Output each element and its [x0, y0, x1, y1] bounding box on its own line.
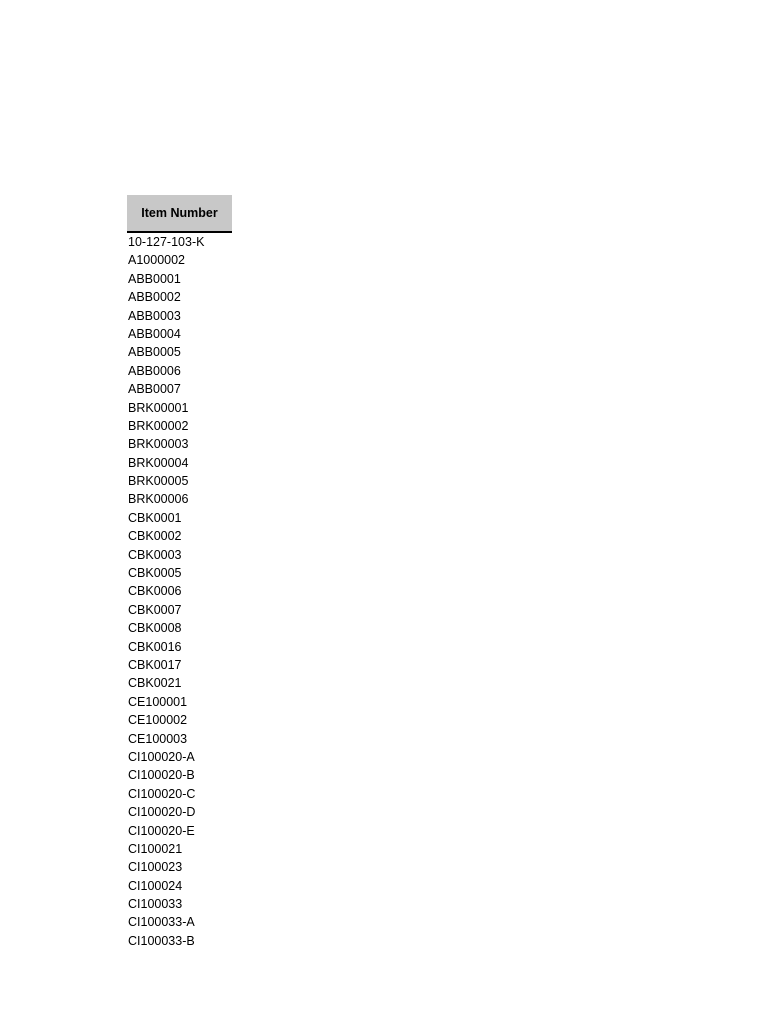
table-row: CBK0021: [128, 676, 182, 691]
table-row: ABB0003: [128, 308, 181, 323]
table-row: CBK0002: [128, 529, 182, 544]
table-row: BRK00006: [128, 492, 189, 507]
column-header-item-number: Item Number: [127, 195, 232, 233]
table-row: CBK0001: [128, 510, 182, 525]
table-row: BRK00005: [128, 474, 189, 489]
table-row: ABB0007: [128, 382, 181, 397]
table-row: CBK0017: [128, 657, 182, 672]
table-row: BRK00002: [128, 418, 189, 433]
table-row: ABB0002: [128, 290, 181, 305]
table-row: CBK0016: [128, 639, 182, 654]
table-row: CI100020-D: [128, 805, 196, 820]
table-row: CI100020-A: [128, 749, 195, 764]
item-number-list: [127, 233, 232, 950]
table-row: A1000002: [128, 253, 186, 268]
table-row: BRK00004: [128, 455, 189, 470]
table-row: BRK00001: [128, 400, 189, 415]
table-row: CI100033-B: [128, 933, 195, 948]
item-number-table: [127, 195, 232, 950]
table-row: CBK0005: [128, 566, 182, 581]
table-row: ABB0005: [128, 345, 181, 360]
table-row: CI100021: [128, 841, 183, 856]
table-row: CI100033: [128, 897, 183, 912]
table-row: CI100020-B: [128, 768, 195, 783]
table-row: CI100033-A: [128, 915, 195, 930]
table-row: BRK00003: [128, 437, 189, 452]
table-row: CBK0003: [128, 547, 182, 562]
table-row: CI100020-C: [128, 786, 196, 801]
table-row: ABB0001: [128, 271, 181, 286]
table-row: CBK0008: [128, 621, 182, 636]
table-row: CE100003: [128, 731, 188, 746]
table-row: CI100023: [128, 860, 183, 875]
table-row: CE100002: [128, 713, 188, 728]
table-row: CI100020-E: [128, 823, 195, 838]
table-row: CBK0007: [128, 602, 182, 617]
table-row: 10-127-103-K: [128, 235, 205, 249]
table-row: CE100001: [128, 694, 188, 709]
table-row: CBK0006: [128, 584, 182, 599]
table-row: ABB0004: [128, 326, 181, 341]
table-row: CI100024: [128, 878, 183, 893]
table-row: ABB0006: [128, 363, 181, 378]
